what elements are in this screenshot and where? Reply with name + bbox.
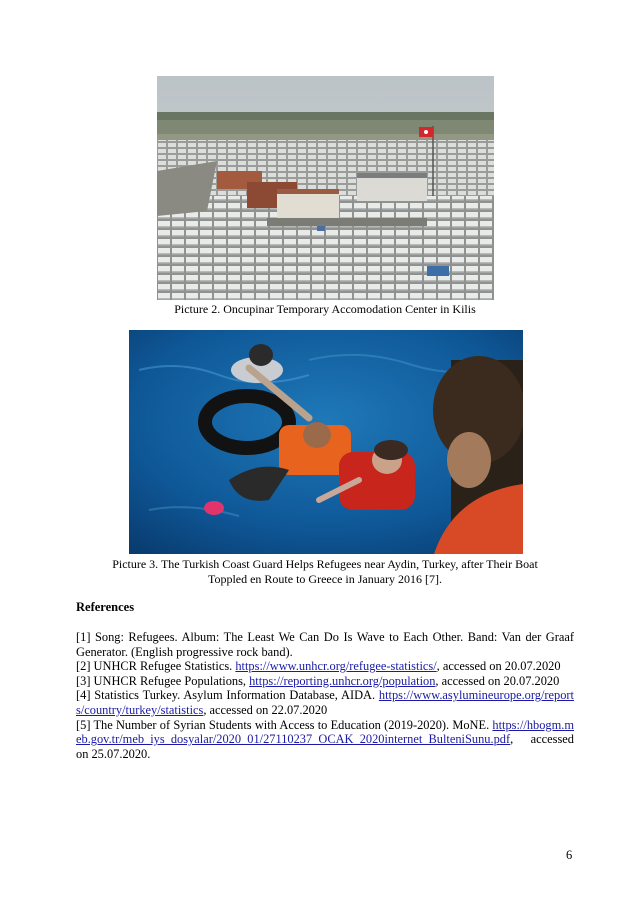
reference-text: [3] UNHCR Refugee Populations,	[76, 673, 250, 688]
reference-item	[76, 659, 574, 674]
reference-item	[76, 630, 574, 659]
references-list	[76, 630, 574, 761]
camp-photo	[157, 76, 494, 300]
reference-text: [2] UNHCR Refugee Statistics.	[76, 659, 236, 674]
camp-photo-caption: Picture 2. Oncupinar Temporary Accomodation Center in Kilis	[174, 302, 476, 316]
reference-text: [4] Statistics Turkey. Asylum Information Database, AIDA.	[76, 688, 379, 703]
references-heading: References	[76, 600, 135, 614]
page-number: 6	[566, 848, 573, 862]
reference-item	[76, 674, 574, 689]
rescue-caption-line-2: Toppled en Route to Greece in January 2016 [7].	[207, 572, 443, 586]
reference-text: [5] The Number of Syrian Students with Access to Education (2019-2020). MoNE.	[76, 717, 493, 732]
reference-item	[76, 688, 574, 717]
rescue-caption-line-1: Picture 3. The Turkish Coast Guard Helps Refugees near Aydin, Turkey, after Their Boat	[112, 557, 538, 571]
reference-accessed: , accessed on 20.07.2020	[436, 659, 561, 674]
reference-link[interactable]: https://www.unhcr.org/refugee-statistics/	[235, 659, 437, 674]
reference-link[interactable]: https://hbogm.meb.gov.tr/meb_iys_dosyalar/2020_01/27110237_OCAK_2020internet_BulteniSunu.pdf	[76, 717, 574, 747]
reference-text: [1] Song: Refugees. Album: The Least We Can Do Is Wave to Each Other. Band: Van der Graaf Generator. (English progressive rock band).	[76, 630, 574, 659]
reference-link[interactable]: https://www.asylumineurope.org/reports/country/turkey/statistics	[76, 688, 574, 717]
reference-accessed: , accessed on 22.07.2020	[203, 702, 328, 717]
rescue-photo-caption	[64, 557, 586, 587]
reference-link[interactable]: https://reporting.unhcr.org/population	[249, 673, 436, 688]
reference-accessed: , accessed on 25.07.2020.	[76, 732, 574, 761]
rescue-photo	[129, 330, 523, 554]
reference-item	[76, 718, 574, 762]
reference-accessed: , accessed on 20.07.2020	[435, 673, 560, 688]
